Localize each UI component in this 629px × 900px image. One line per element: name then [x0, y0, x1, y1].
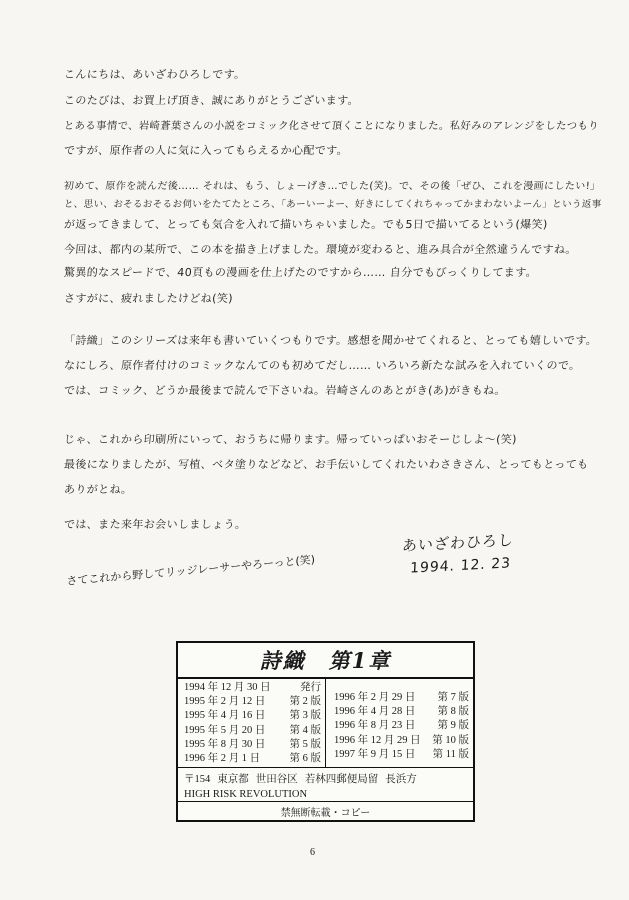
edition-date: 1997 年 9 月 15 日 [334, 748, 416, 760]
edition-row [184, 752, 325, 766]
letter-line: さすがに、疲れましたけどね(笑) [63, 292, 234, 305]
edition-row [184, 738, 325, 752]
letter-line: 驚異的なスピードで、40頁もの漫画を仕上げたのですから…… 自分でもびっくりしてます。 [63, 266, 538, 279]
letter-line: 「詩織」このシリーズは来年も書いていくつもりです。感想を聞かせてくれると、とっても嬉しいです。 [63, 334, 598, 347]
edition-date: 1996 年 2 月 1 日 [184, 753, 261, 765]
edition-row [184, 681, 325, 695]
edition-row [334, 705, 473, 719]
edition-date: 1996 年 2 月 29 日 [334, 692, 416, 703]
edition-date: 1996 年 12 月 29 日 [334, 734, 421, 746]
edition-date: 1995 年 8 月 30 日 [184, 738, 266, 750]
edition-label: 第 3 版 [289, 710, 321, 722]
edition-label: 第 2 版 [289, 696, 321, 708]
letter-line: なにしろ、原作者付けのコミックなんてのも初めてだし…… いろいろ新たな試みを入れていくので。 [63, 359, 581, 372]
edition-label: 第 11 版 [432, 748, 469, 760]
edition-label: 第 8 版 [437, 706, 469, 718]
edition-row [334, 734, 473, 748]
letter-date: 1994. 12. 23 [409, 555, 512, 577]
letter-line: とある事情で、岩崎蒼葉さんの小説をコミック化させて頂くことになりました。私好みのアレンジをしたつもり [63, 120, 600, 132]
letter-line: ありがとね。 [63, 483, 133, 496]
edition-date: 1994 年 12 月 30 日 [184, 682, 271, 693]
edition-label: 第 10 版 [432, 734, 469, 746]
letter-line: このたびは、お買上げ頂き、誠にありがとうございます。 [63, 94, 360, 107]
edition-label: 発行 [300, 682, 321, 693]
edition-date: 1995 年 2 月 12 日 [184, 696, 266, 708]
letter-line: 今回は、都内の某所で、この本を描き上げました。環境が変わると、進み具合が全然違うんですね。 [63, 243, 578, 256]
letter-line: 最後になりましたが、写植、ベタ塗りなどなど、お手伝いしてくれたいわさきさん、とってもとっても [63, 458, 590, 471]
colophon-box [176, 641, 475, 822]
edition-history [178, 679, 473, 768]
letter-line: と、思い、おそるおそるお伺いをたてたところ、「あーいーよー、好きにしてくれちゃってかまわないよーん」という返事 [63, 199, 602, 210]
edition-row [184, 695, 325, 709]
edition-list-left [178, 679, 326, 767]
letter-line: 初めて、原作を読んだ後…… それは、もう、しょーげき…でした(笑)。で、その後「ぜひ、これを漫画にしたい!」 [63, 181, 601, 192]
edition-list-right [326, 679, 473, 767]
letter-line: では、コミック、どうか最後まで読んで下さいね。岩崎さんのあとがき(あ)がきもね。 [63, 384, 507, 397]
edition-label: 第 7 版 [437, 692, 469, 703]
letter-line: が返ってきまして、とっても気合を入れて描いちゃいました。でも5日で描いてるという(爆笑) [63, 218, 549, 231]
edition-label: 第 4 版 [289, 724, 321, 736]
edition-label: 第 5 版 [289, 738, 321, 750]
edition-label: 第 6 版 [289, 753, 321, 765]
author-signature: あいざわひろし [401, 531, 515, 555]
address-part: 東京都 [217, 774, 249, 785]
address-part: 若林四郵便局留 [304, 774, 379, 785]
edition-date: 1995 年 4 月 16 日 [184, 710, 266, 722]
edition-row [334, 691, 473, 705]
aside-note: さてこれから野してリッジレーサーやろーっと(笑) [66, 553, 316, 588]
letter-line: じゃ、これから印刷所にいって、おうちに帰ります。帰っていっぱいおそーじしよ〜(笑) [63, 433, 518, 446]
page-number: 6 [310, 847, 315, 858]
edition-row [334, 748, 473, 762]
address-part: 世田谷区 [255, 774, 298, 785]
letter-line: では、また来年お会いしましょう。 [63, 518, 247, 531]
letter-line: ですが、原作者の人に気に入ってもらえるか心配です。 [63, 144, 349, 157]
circle-name: HIGH RISK REVOLUTION [184, 789, 308, 800]
address-line [184, 772, 473, 787]
edition-row [184, 724, 325, 738]
publisher-address [178, 768, 473, 802]
edition-date: 1996 年 4 月 28 日 [334, 706, 416, 718]
address-part: 〒154 [184, 774, 211, 785]
edition-label: 第 9 版 [437, 720, 469, 732]
address-part: 長浜方 [385, 774, 417, 785]
edition-row [334, 719, 473, 733]
edition-row [184, 709, 325, 723]
copyright-notice: 禁無断転載・コピー [280, 807, 371, 819]
edition-date: 1996 年 8 月 23 日 [334, 720, 416, 732]
edition-date: 1995 年 5 月 20 日 [184, 724, 266, 736]
colophon-title: 詩織 第1章 [178, 643, 473, 679]
letter-line: こんにちは、あいざわひろしです。 [63, 68, 246, 81]
